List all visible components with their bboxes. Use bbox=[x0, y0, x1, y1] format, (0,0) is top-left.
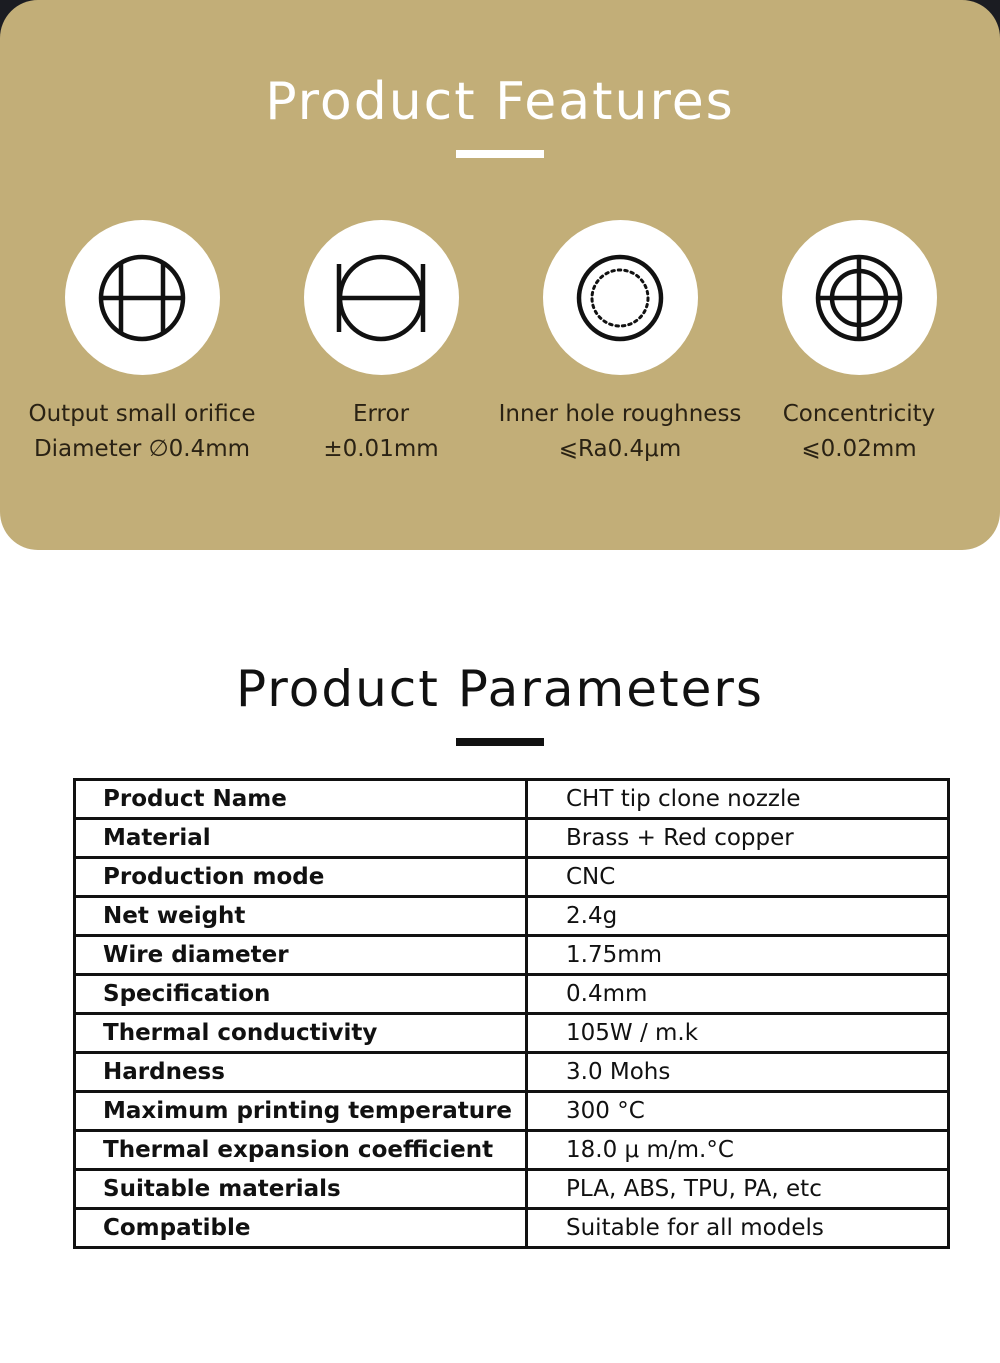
orifice-diameter-icon bbox=[97, 253, 187, 343]
param-key: Maximum printing temperature bbox=[75, 1092, 527, 1131]
features-title-underline bbox=[456, 150, 544, 158]
feature-icon-circle bbox=[543, 220, 698, 375]
table-row bbox=[75, 1131, 949, 1170]
table-row bbox=[75, 1053, 949, 1092]
param-value: 2.4g bbox=[527, 897, 949, 936]
parameters-table bbox=[73, 778, 950, 1249]
table-row bbox=[75, 897, 949, 936]
param-value: 1.75mm bbox=[527, 936, 949, 975]
param-key: Product Name bbox=[75, 780, 527, 819]
feature-icon-circle bbox=[65, 220, 220, 375]
param-value: 105W / m.k bbox=[527, 1014, 949, 1053]
param-key: Material bbox=[75, 819, 527, 858]
table-row bbox=[75, 936, 949, 975]
hole-roughness-icon bbox=[575, 253, 665, 343]
concentricity-icon bbox=[814, 253, 904, 343]
param-value: Brass + Red copper bbox=[527, 819, 949, 858]
table-row bbox=[75, 780, 949, 819]
table-row bbox=[75, 1092, 949, 1131]
feature-label: Inner hole roughness bbox=[498, 401, 742, 427]
feature-hole-roughness bbox=[490, 220, 750, 467]
param-value: 300 °C bbox=[527, 1092, 949, 1131]
param-value: PLA, ABS, TPU, PA, etc bbox=[527, 1170, 949, 1209]
feature-label: Output small orifice bbox=[28, 401, 256, 427]
param-key: Wire diameter bbox=[75, 936, 527, 975]
param-key: Net weight bbox=[75, 897, 527, 936]
table-row bbox=[75, 1014, 949, 1053]
product-features-panel bbox=[0, 0, 1000, 550]
param-key: Thermal expansion coefficient bbox=[75, 1131, 527, 1170]
param-key: Suitable materials bbox=[75, 1170, 527, 1209]
feature-value: ⩽Ra0.4μm bbox=[558, 436, 682, 462]
param-value: CHT tip clone nozzle bbox=[527, 780, 949, 819]
param-key: Hardness bbox=[75, 1053, 527, 1092]
feature-label: Concentricity bbox=[782, 401, 936, 427]
param-key: Thermal conductivity bbox=[75, 1014, 527, 1053]
feature-concentricity bbox=[729, 220, 989, 467]
feature-label: Error bbox=[352, 401, 410, 427]
param-value: 18.0 μ m/m.°C bbox=[527, 1131, 949, 1170]
table-row bbox=[75, 1170, 949, 1209]
param-value: Suitable for all models bbox=[527, 1209, 949, 1248]
param-key: Specification bbox=[75, 975, 527, 1014]
parameters-title: Product Parameters bbox=[236, 660, 764, 718]
feature-value: ⩽0.02mm bbox=[801, 436, 917, 462]
table-row bbox=[75, 1209, 949, 1248]
param-value: 3.0 Mohs bbox=[527, 1053, 949, 1092]
feature-value: Diameter ∅0.4mm bbox=[33, 436, 251, 462]
table-row bbox=[75, 819, 949, 858]
feature-orifice-diameter bbox=[12, 220, 272, 467]
feature-icon-circle bbox=[304, 220, 459, 375]
param-key: Production mode bbox=[75, 858, 527, 897]
param-value: CNC bbox=[527, 858, 949, 897]
feature-icon-circle bbox=[782, 220, 937, 375]
table-row bbox=[75, 975, 949, 1014]
parameters-title-underline bbox=[456, 738, 544, 746]
table-row bbox=[75, 858, 949, 897]
feature-error bbox=[251, 220, 511, 467]
features-title: Product Features bbox=[265, 72, 735, 132]
feature-value: ±0.01mm bbox=[323, 436, 439, 462]
error-tolerance-icon bbox=[331, 253, 431, 343]
param-key: Compatible bbox=[75, 1209, 527, 1248]
param-value: 0.4mm bbox=[527, 975, 949, 1014]
